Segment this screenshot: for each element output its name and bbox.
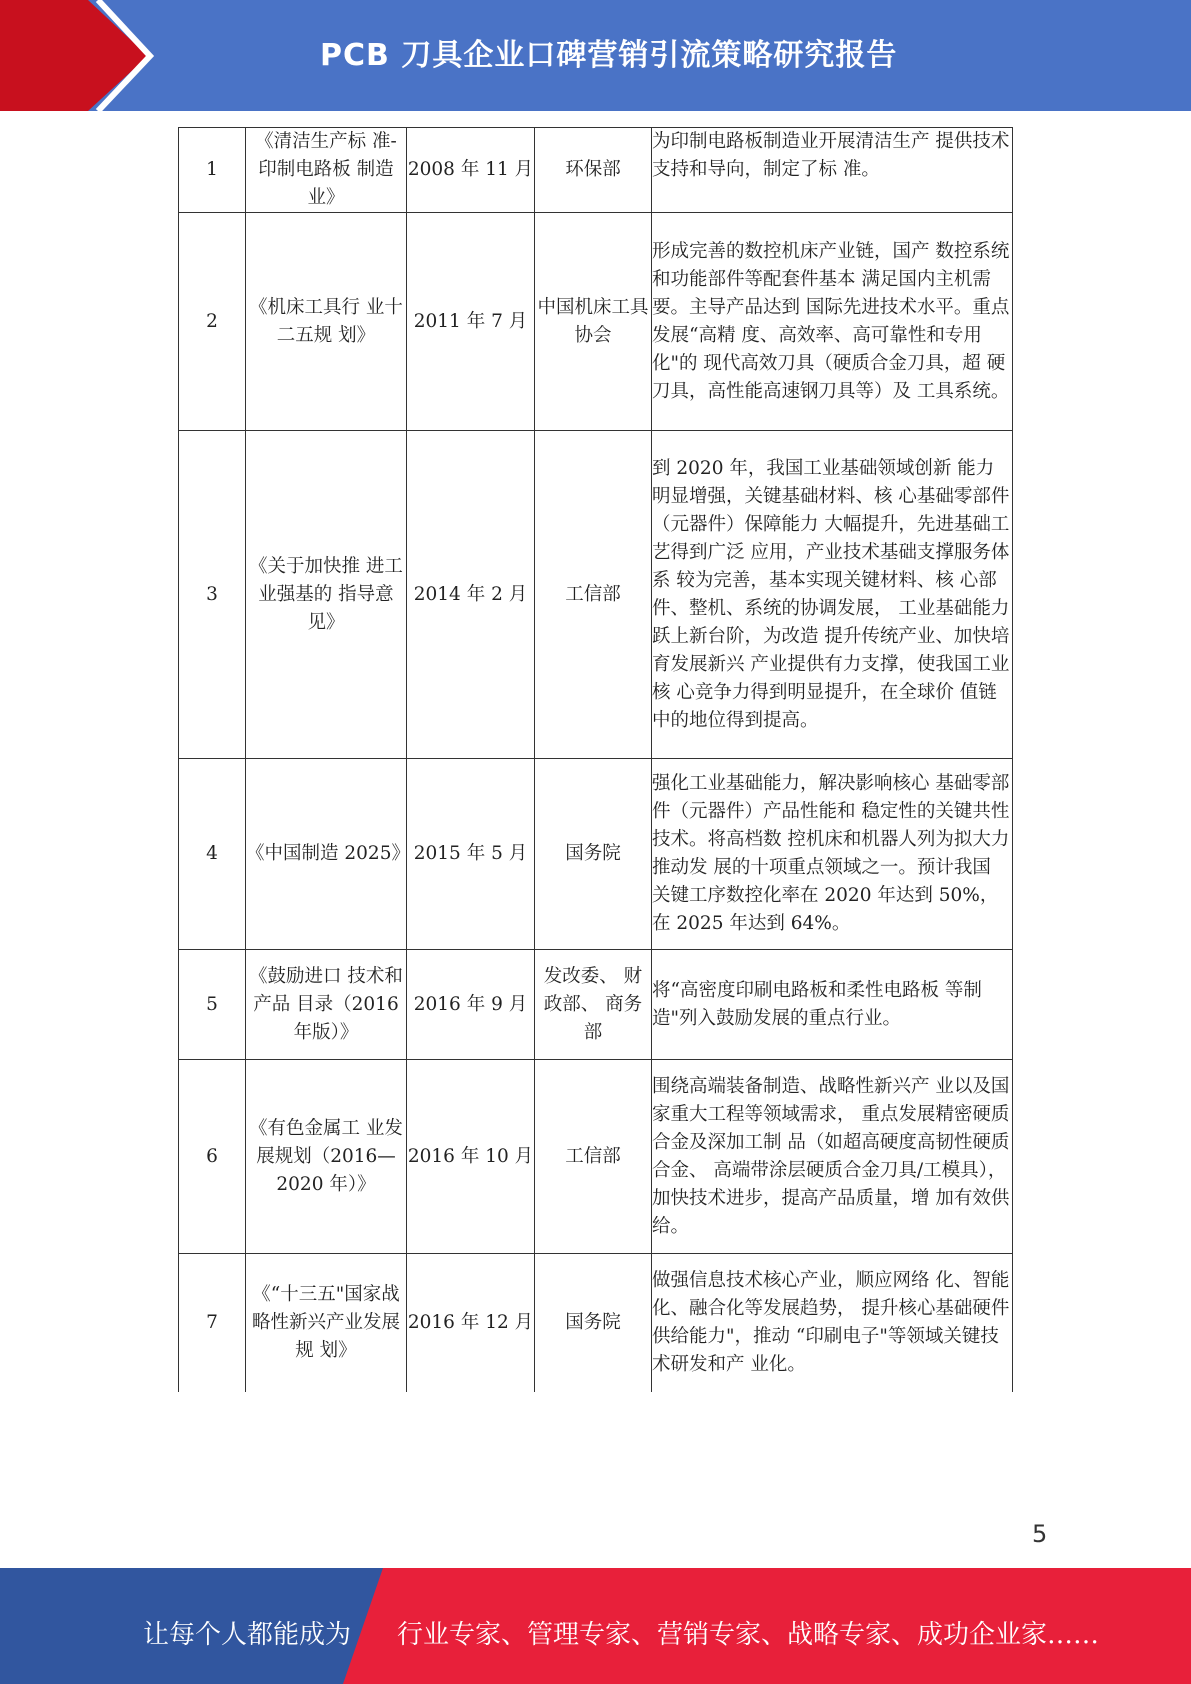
table-row [179,950,1013,1060]
page-number: 5 [1032,1520,1048,1548]
policy-content: 围绕高端装备制造、战略性新兴产 业以及国家重大工程等领域需求， 重点发展精密硬质合金及深加工制 品（如超高硬度高韧性硬质合金、 高端带涂层硬质合金刀具/工模具）， 加快技术进步，提高产品质量，增 加有效供给。 [652,1060,1013,1254]
issuing-agency: 国务院 [535,1254,652,1392]
issuing-agency: 环保部 [535,128,652,213]
policy-content: 做强信息技术核心产业，顺应网络 化、智能化、融合化等发展趋势， 提升核心基础硬件供给能力"，推动 “印刷电子"等领域关键技术研发和产 业化。 [652,1254,1013,1392]
issue-date: 2016 年 9 月 [407,950,535,1060]
page-header [0,0,1191,111]
footer-slogan-right: 行业专家、管理专家、营销专家、战略专家、成功企业家…… [397,1620,1100,1650]
policy-title: 《鼓励进口 技术和产品 目录（2016 年版）》 [246,950,407,1060]
report-title: PCB 刀具企业口碑营销引流策略研究报告 [320,38,898,73]
policy-content: 将“高密度印刷电路板和柔性电路板 等制造"列入鼓励发展的重点行业。 [652,950,1013,1060]
row-number: 2 [179,213,246,431]
issuing-agency: 中国机床工具协会 [535,213,652,431]
table-row [179,759,1013,950]
policy-table [178,127,1013,1392]
issue-date: 2016 年 12 月 [407,1254,535,1392]
issuing-agency: 发改委、 财政部、 商务部 [535,950,652,1060]
issuing-agency: 工信部 [535,431,652,759]
row-number: 1 [179,128,246,213]
policy-content: 到 2020 年，我国工业基础领域创新 能力明显增强，关键基础材料、核 心基础零部件（元器件）保障能力 大幅提升，先进基础工艺得到广泛 应用，产业技术基础支撑服务体系 较为完善，基本实现关键材料、核 心部件、整机、系统的协调发展， 工业基础能力跃上新台阶，为改造 提升传统产业、加快培育发展新兴 产业提供有力支撑，使我国工业核 心竞争力得到明显提升，在全球价 值链中的地位得到提高。 [652,431,1013,759]
issuing-agency: 工信部 [535,1060,652,1254]
row-number: 7 [179,1254,246,1392]
policy-content: 强化工业基础能力，解决影响核心 基础零部件（元器件）产品性能和 稳定性的关键共性技术。将高档数 控机床和机器人列为拟大力推动发 展的十项重点领域之一。预计我国 关键工序数控化率在 2020 年达到 50%，在 2025 年达到 64%。 [652,759,1013,950]
issue-date: 2011 年 7 月 [407,213,535,431]
table-row [179,431,1013,759]
table-row [179,213,1013,431]
policy-content: 为印制电路板制造业开展清洁生产 提供技术支持和导向，制定了标 准。 [652,128,1013,213]
policy-content: 形成完善的数控机床产业链，国产 数控系统和功能部件等配套件基本 满足国内主机需要。主导产品达到 国际先进技术水平。重点发展“高精 度、高效率、高可靠性和专用化"的 现代高效刀具（硬质合金刀具，超 硬刀具，高性能高速钢刀具等）及 工具系统。 [652,213,1013,431]
issue-date: 2008 年 11 月 [407,128,535,213]
row-number: 5 [179,950,246,1060]
policy-title: 《机床工具行 业十二五规 划》 [246,213,407,431]
issuing-agency: 国务院 [535,759,652,950]
row-number: 3 [179,431,246,759]
issue-date: 2014 年 2 月 [407,431,535,759]
row-number: 6 [179,1060,246,1254]
policy-title: 《清洁生产标 准-印制电路板 制造业》 [246,128,407,213]
policy-title: 《“十三五"国家战略性新兴产业发展规 划》 [246,1254,407,1392]
row-number: 4 [179,759,246,950]
policy-title: 《中国制造 2025》 [246,759,407,950]
issue-date: 2015 年 5 月 [407,759,535,950]
policy-title: 《关于加快推 进工业强基的 指导意见》 [246,431,407,759]
table-row [179,1254,1013,1392]
table-row [179,1060,1013,1254]
footer-slogan-left: 让每个人都能成为 [143,1620,352,1650]
issue-date: 2016 年 10 月 [407,1060,535,1254]
policy-title: 《有色金属工 业发展规划（2016—2020 年）》 [246,1060,407,1254]
page-footer [0,1568,1191,1684]
table-row [179,128,1013,213]
